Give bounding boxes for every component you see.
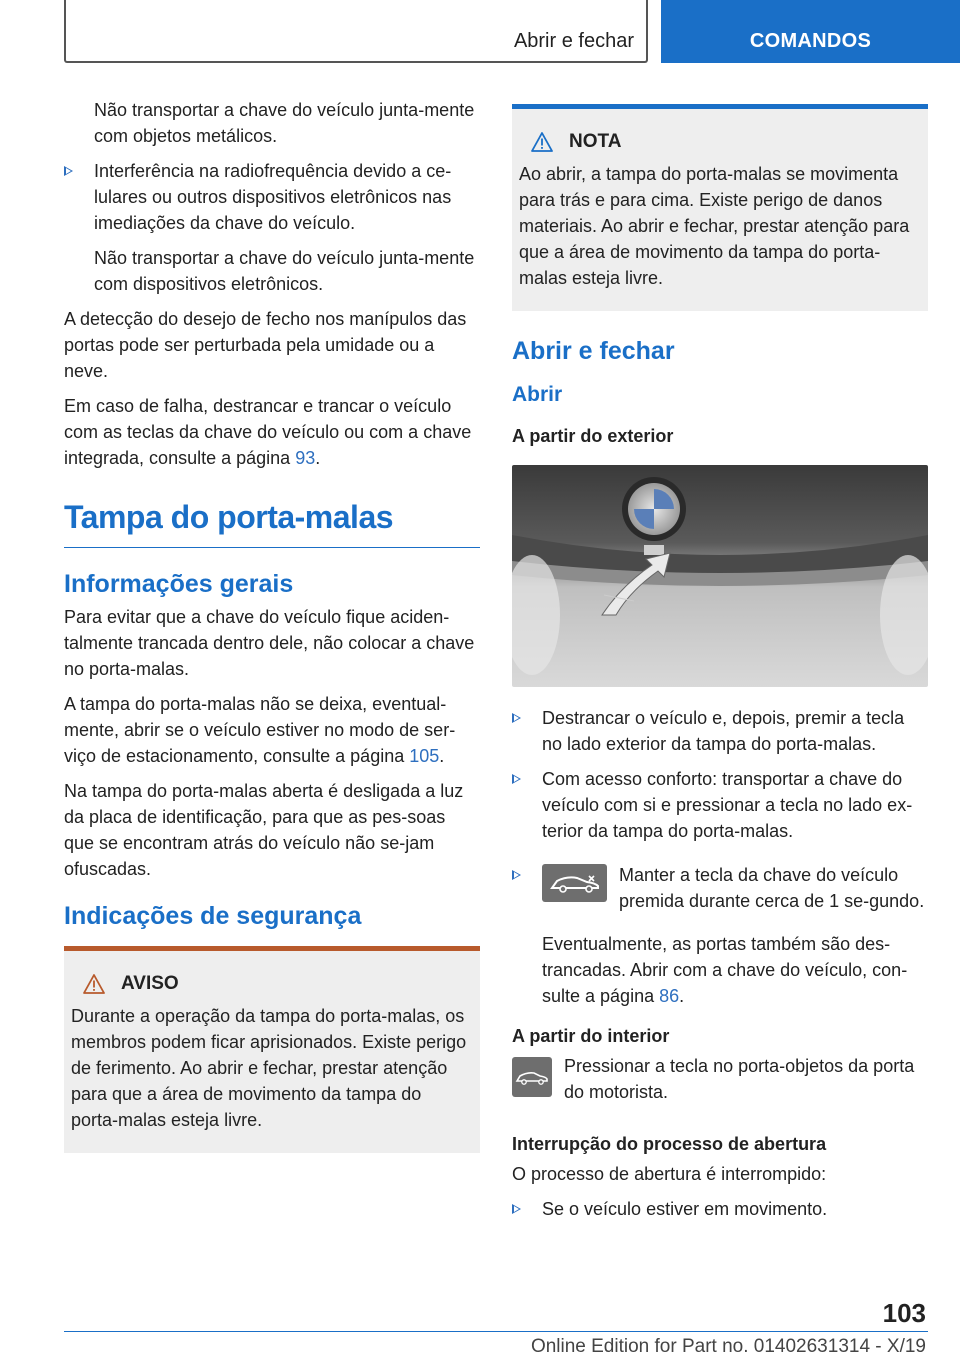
warning-box (64, 946, 480, 1153)
paragraph-info-2: A tampa do porta-malas não se deixa, eventual-mente, abrir se o veículo estiver no modo de ser-viço de estacionamento, consulte a página 105. (64, 694, 456, 766)
failure-text: Em caso de falha, destrancar e trancar o veículo com as teclas da chave do veículo ou com a chave integrada, consulte a página (64, 396, 472, 468)
trunk-key-icon (542, 864, 607, 902)
trunk-button-photo (512, 465, 928, 687)
bullet-text: Se o veículo estiver em movimento. (542, 1199, 828, 1219)
list-item (64, 158, 480, 236)
heading-interior: A partir do interior (512, 1026, 670, 1046)
edition-note: Online Edition for Part no. 01402631314 - X/19 (530, 1336, 926, 1357)
heading-safety: Indicações de segurança (64, 902, 362, 930)
footer-divider (64, 1331, 928, 1332)
interior-instruction (512, 1053, 928, 1105)
trunk-button-icon (512, 1057, 552, 1097)
page-number: 103 (882, 1298, 926, 1328)
chapter-tab: COMANDOS (661, 0, 960, 63)
info-2-text: A tampa do porta-malas não se deixa, eventual-mente, abrir se o veículo estiver no modo de ser-viço de estacionamento, consulte a página (64, 694, 456, 766)
bullet-triangle-icon (512, 774, 521, 784)
heading-interruption: Interrupção do processo de abertura (512, 1134, 827, 1154)
chapter-heading: Tampa do porta-malas (64, 497, 480, 548)
paragraph-info-1: Para evitar que a chave do veículo fique aciden-talmente trancada dentro dele, não colocar a chave no porta-malas. (64, 607, 475, 679)
doors-text: Eventualmente, as portas também são des-trancadas. Abrir com a chave do veículo, con-sulte a página (542, 934, 908, 1006)
warning-body: Durante a operação da tampa do porta-malas, os membros podem ficar aprisionados. Existe perigo de ferimento. Ao abrir e fechar, prestar atenção para que a área de movimento da tampa do porta-malas esteja livre. (71, 1006, 467, 1130)
heading-open: Abrir (512, 383, 563, 406)
paragraph-interruption: O processo de abertura é interrompido: (512, 1164, 827, 1184)
warning-title-row (71, 971, 472, 997)
paragraph-info-3: Na tampa do porta-malas aberta é desligada a luz da placa de identificação, para que as pes-soas que se encontram atrás do veículo não se-jam ofuscadas. (64, 781, 464, 879)
paragraph-carry-devices: Não transportar a chave do veículo junta-mente com dispositivos eletrônicos. (94, 248, 475, 294)
paragraph-doors: Eventualmente, as portas também são des-trancadas. Abrir com a chave do veículo, con-sulte a página 86. (542, 934, 908, 1006)
section-title: Abrir e fechar (513, 30, 634, 52)
bullet-text: Destrancar o veículo e, depois, premir a tecla no lado exterior da tampa do porta-malas. (542, 708, 905, 754)
note-title-row (519, 129, 920, 155)
bullet-text: Manter a tecla da chave do veículo premida durante cerca de 1 se-gundo. (619, 865, 925, 911)
paragraph-failure: Em caso de falha, destrancar e trancar o veículo com as teclas da chave do veículo ou com a chave integrada, consulte a página 93. (64, 396, 472, 468)
list-item (512, 705, 928, 757)
left-column (64, 97, 480, 1153)
list-item (512, 1196, 928, 1222)
bullet-text: Com acesso conforto: transportar a chave do veículo com si e pressionar a tecla no lado ex-terior da tampa do porta-malas. (542, 769, 913, 841)
bullet-triangle-icon (512, 713, 521, 723)
bullet-triangle-icon (64, 166, 73, 176)
heading-exterior: A partir do exterior (512, 426, 674, 446)
page-link-93[interactable]: 93 (295, 448, 316, 468)
right-column (512, 104, 928, 1231)
caution-triangle-icon (531, 132, 553, 152)
warning-triangle-icon (83, 974, 105, 994)
page-link-105[interactable]: 105 (409, 746, 440, 766)
bullet-triangle-icon (512, 870, 521, 880)
bullet-text: Interferência na radiofrequência devido a ce-lulares ou outros dispositivos eletrônicos nas imediações da chave do veículo. (94, 161, 452, 233)
list-item (512, 766, 928, 844)
heading-general-info: Informações gerais (64, 570, 294, 598)
paragraph-detection: A detecção do desejo de fecho nos manípulos das portas pode ser perturbada pela umidade ou a neve. (64, 309, 467, 381)
paragraph-carry-metal: Não transportar a chave do veículo junta-mente com objetos metálicos. (94, 100, 475, 146)
note-title: NOTA (569, 131, 622, 152)
warning-title: AVISO (121, 973, 179, 994)
page-link-86[interactable]: 86 (659, 986, 680, 1006)
note-box (512, 104, 928, 311)
heading-open-close: Abrir e fechar (512, 337, 675, 365)
interior-text: Pressionar a tecla no porta-objetos da porta do motorista. (564, 1056, 915, 1102)
list-item (512, 862, 928, 922)
bullet-triangle-icon (512, 1204, 521, 1214)
note-body: Ao abrir, a tampa do porta-malas se movimenta para trás e para cima. Existe perigo de danos materiais. Ao abrir e fechar, prestar atenção para que a área de movimento da tampa do porta-malas esteja livre. (519, 164, 910, 288)
